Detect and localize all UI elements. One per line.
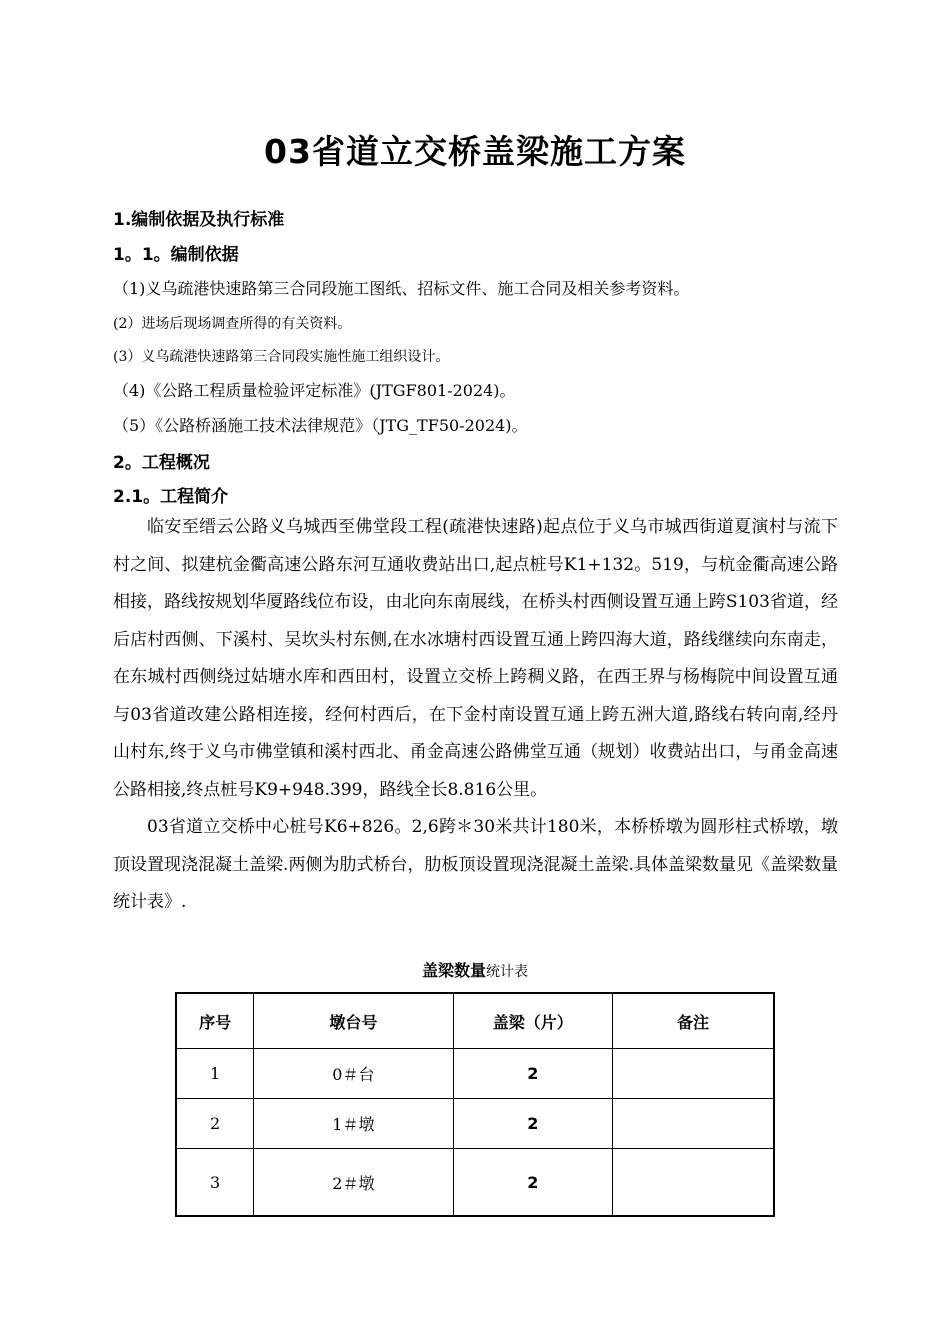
table-row xyxy=(176,1149,774,1217)
reference-item-5: （5）《公路桥涵施工技术法律规范》（JTG_TF50-2024)。 xyxy=(113,416,528,435)
table-row xyxy=(176,1049,774,1099)
header-count: 盖梁（片） xyxy=(453,993,613,1049)
reference-item-3: (3）义乌疏港快速路第三合同段实施性施工组织设计。 xyxy=(113,349,450,365)
table-caption-rest: 统计表 xyxy=(486,964,528,980)
cell-pier: 0＃台 xyxy=(254,1049,453,1099)
section1-sub-heading: 1。1。编制依据 xyxy=(113,245,239,265)
project-overview xyxy=(113,509,838,922)
cell-pier: 1＃墩 xyxy=(254,1099,453,1149)
cap-beam-table xyxy=(175,992,775,1217)
section2-heading: 2。工程概况 xyxy=(113,453,210,473)
overview-paragraph-1: 临安至缙云公路义乌城西至佛堂段工程(疏港快速路)起点位于义乌市城西街道夏演村与流下村之间、拟建杭金衢高速公路东河互通收费站出口,起点桩号K1+132。519，与杭金衢高速公路相接，路线按规划华厦路线位布设，由北向东南展线，在桥头村西侧设置互通上跨S103省道，经后店村西侧、下溪村、吴坎头村东侧,在水冰塘村西设置互通上跨四海大道，路线继续向东南走，在东城村西侧绕过姑塘水库和西田村，设置立交桥上跨稠义路，在西王界与杨梅院中间设置互通与03省道改建公路相连接，经何村西后，在下金村南设置互通上跨五洲大道,路线右转向南,经丹山村东,终于义乌市佛堂镇和溪村西北、甬金高速公路佛堂互通（规划）收费站出口，与甬金高速公路相接,终点桩号K9+948.399，路线全长8.816公里。 xyxy=(113,517,838,800)
cell-no: 3 xyxy=(176,1149,254,1217)
section1-heading: 1.编制依据及执行标准 xyxy=(113,210,285,230)
cell-note xyxy=(613,1149,774,1217)
cell-no: 2 xyxy=(176,1099,254,1149)
document-title: 03省道立交桥盖梁施工方案 xyxy=(264,132,686,171)
cell-pier: 2＃墩 xyxy=(254,1149,453,1217)
table-row xyxy=(176,1099,774,1149)
header-no: 序号 xyxy=(176,993,254,1049)
table-caption-bold: 盖梁数量 xyxy=(421,961,486,980)
cell-count: 2 xyxy=(453,1049,613,1099)
table-header-row xyxy=(176,993,774,1049)
cell-note xyxy=(613,1099,774,1149)
table-caption xyxy=(0,958,950,981)
overview-paragraph-2: 03省道立交桥中心桩号K6+826。2,6跨＊30米共计180米，本桥桥墩为圆形柱式桥墩，墩顶设置现浇混凝土盖梁.两侧为肋式桥台，肋板顶设置现浇混凝土盖梁.具体盖梁数量见《盖梁数量统计表》. xyxy=(113,817,838,912)
header-pier: 墩台号 xyxy=(254,993,453,1049)
reference-item-1: （1)义乌疏港快速路第三合同段施工图纸、招标文件、施工合同及相关参考资料。 xyxy=(113,279,690,298)
reference-item-4: （4)《公路工程质量检验评定标准》(JTGF801-2024)。 xyxy=(113,381,516,400)
cell-count: 2 xyxy=(453,1149,613,1217)
cell-count: 2 xyxy=(453,1099,613,1149)
cell-note xyxy=(613,1049,774,1099)
reference-item-2: (2）进场后现场调查所得的有关资料。 xyxy=(113,316,352,332)
section2-sub-heading: 2.1。工程简介 xyxy=(113,487,229,507)
header-note: 备注 xyxy=(613,993,774,1049)
cell-no: 1 xyxy=(176,1049,254,1099)
